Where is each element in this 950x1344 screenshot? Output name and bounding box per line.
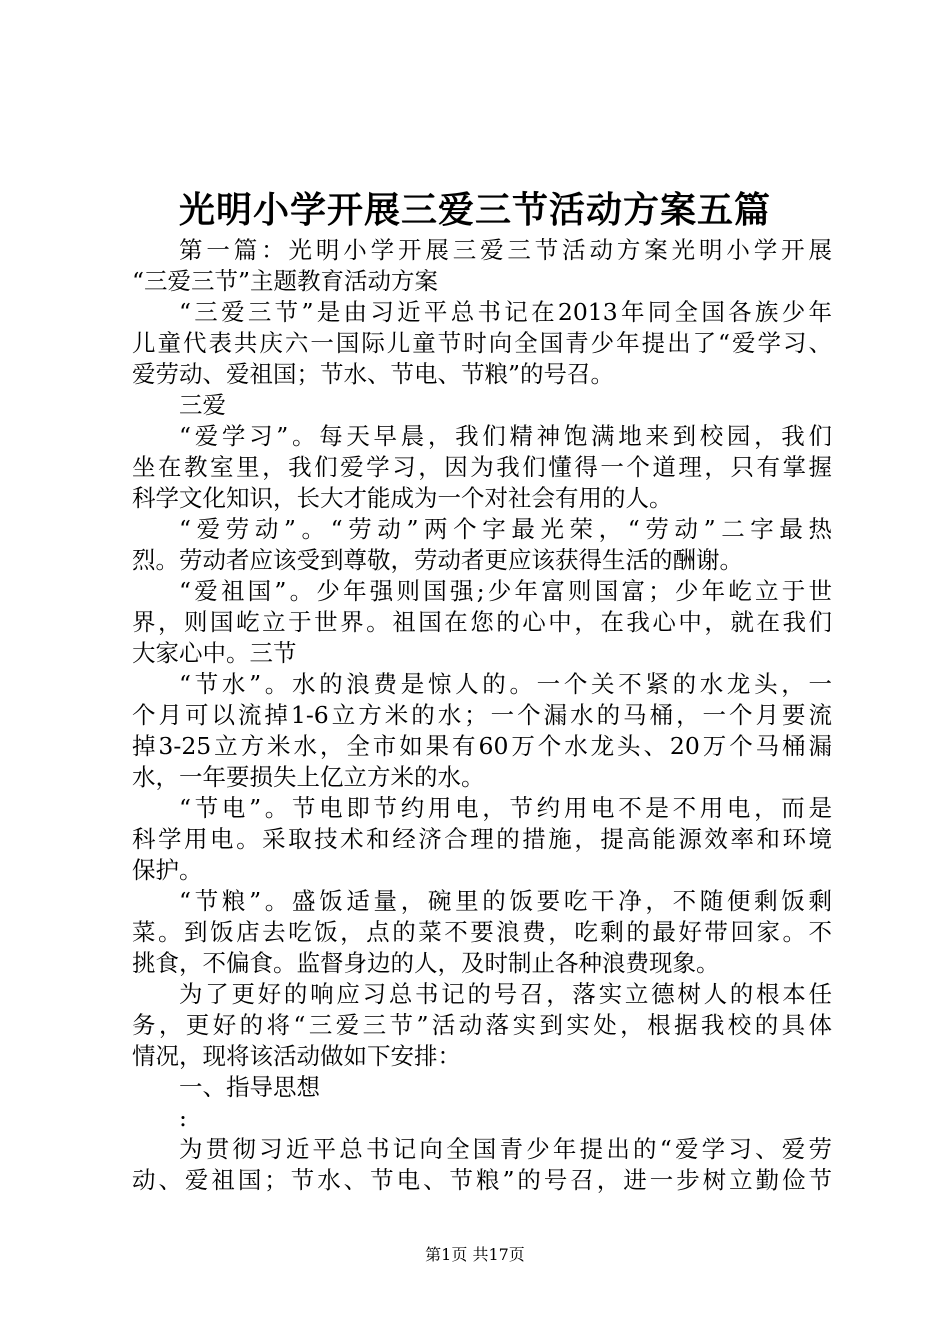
text-line: 掉3-25立方米水，全市如果有60万个水龙头、20万个马桶漏 <box>132 732 832 760</box>
text-line: 务，更好的将“三爱三节”活动落实到实处，根据我校的具体 <box>132 1011 832 1039</box>
text-line: 爱劳动、爱祖国；节水、节电、节粮”的号召。 <box>132 360 615 388</box>
text-line: 为了更好的响应习总书记的号召，落实立德树人的根本任 <box>179 980 832 1008</box>
text-line: “爱学习”。每天早晨，我们精神饱满地来到校园，我们 <box>179 422 832 450</box>
text-line: “节水”。水的浪费是惊人的。一个关不紧的水龙头，一 <box>179 670 832 698</box>
text-line: “三爱三节”是由习近平总书记在2013年同全国各族少年 <box>179 298 832 326</box>
text-line: 动、爱祖国；节水、节电、节粮”的号召，进一步树立勤俭节 <box>132 1166 832 1194</box>
text-line: 为贯彻习近平总书记向全国青少年提出的“爱学习、爱劳 <box>179 1135 832 1163</box>
text-line: “三爱三节”主题教育活动方案 <box>132 267 439 295</box>
text-line: “爱劳动”。“劳动”两个字最光荣，“劳动”二字最热 <box>179 515 832 543</box>
text-line: “节电”。节电即节约用电，节约用电不是不用电，而是 <box>179 794 832 822</box>
text-line: : <box>179 1104 187 1132</box>
document-title: 光明小学开展三爱三节活动方案五篇 <box>178 189 771 231</box>
page-footer: 第1页 共17页 <box>425 1245 525 1264</box>
text-line: “节粮”。盛饭适量，碗里的饭要吃干净，不随便剩饭剩 <box>179 887 832 915</box>
text-line: 大家心中。三节 <box>132 639 297 667</box>
text-line: 一、指导思想 <box>179 1073 320 1101</box>
text-line: 第一篇：光明小学开展三爱三节活动方案光明小学开展 <box>179 236 832 264</box>
document-body <box>132 235 832 1196</box>
text-line: 科学用电。采取技术和经济合理的措施，提高能源效率和环境 <box>132 825 832 853</box>
text-line: 儿童代表共庆六一国际儿童节时向全国青少年提出了“爱学习、 <box>132 329 832 357</box>
text-line: 坐在教室里，我们爱学习，因为我们懂得一个道理，只有掌握 <box>132 453 832 481</box>
text-line: “爱祖国”。少年强则国强;少年富则国富；少年屹立于世 <box>179 577 832 605</box>
text-line: 三爱 <box>179 391 226 419</box>
text-line: 水，一年要损失上亿立方米的水。 <box>132 763 485 791</box>
text-line: 挑食，不偏食。监督身边的人，及时制止各种浪费现象。 <box>132 949 720 977</box>
text-line: 情况，现将该活动做如下安排： <box>132 1042 461 1070</box>
text-line: 烈。劳动者应该受到尊敬，劳动者更应该获得生活的酬谢。 <box>132 546 743 574</box>
text-line: 菜。到饭店去吃饭，点的菜不要浪费，吃剩的最好带回家。不 <box>132 918 832 946</box>
text-line: 界，则国屹立于世界。祖国在您的心中，在我心中，就在我们 <box>132 608 832 636</box>
text-line: 个月可以流掉1-6立方米的水；一个漏水的马桶，一个月要流 <box>132 701 832 729</box>
text-line: 保护。 <box>132 856 203 884</box>
text-line: 科学文化知识，长大才能成为一个对社会有用的人。 <box>132 484 673 512</box>
